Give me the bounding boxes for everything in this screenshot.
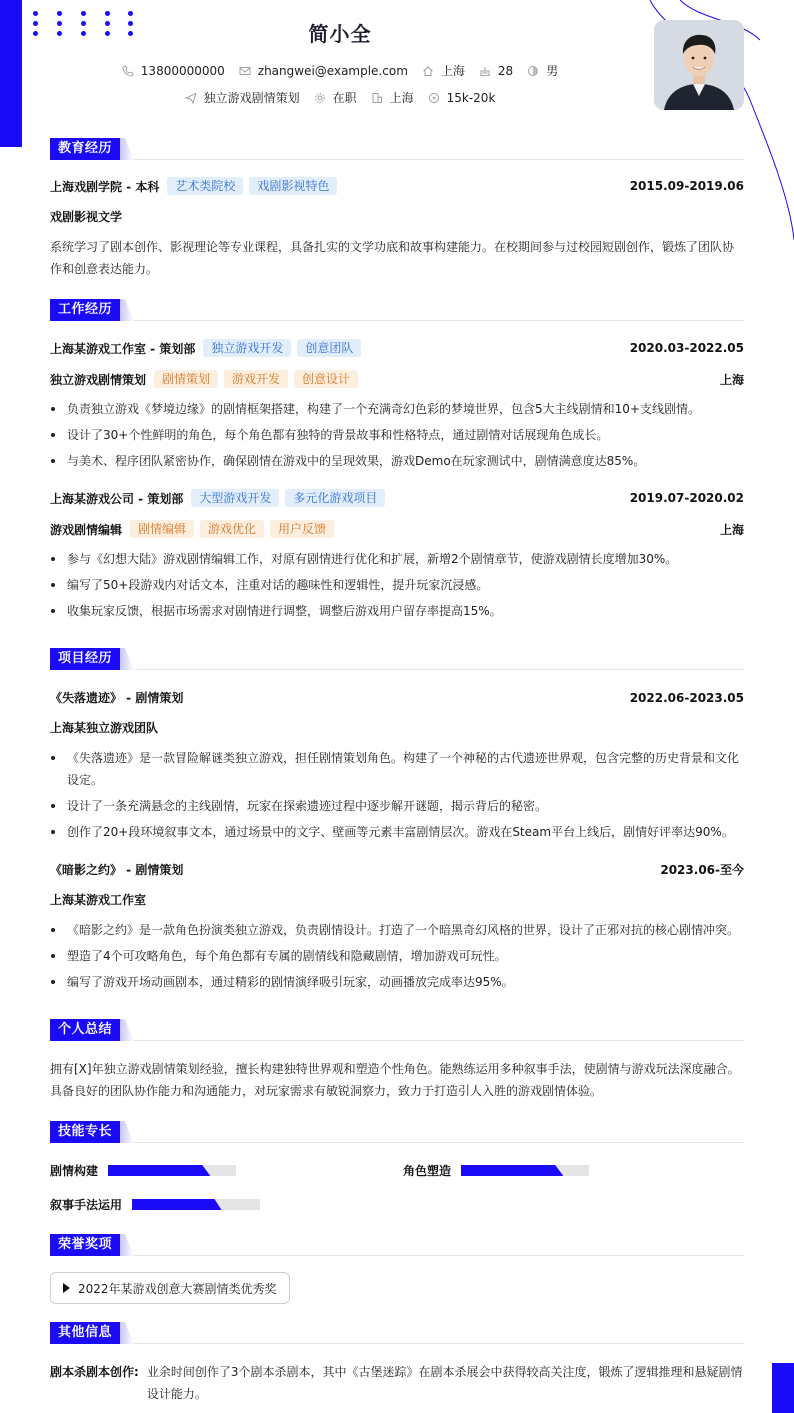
skill-bar-fill — [132, 1199, 222, 1210]
project-bullet: 塑造了4个可攻略角色，每个角色都有专属的剧情线和隐藏剧情，增加游戏可玩性。 — [50, 945, 744, 967]
education-date: 2015.09-2019.06 — [629, 179, 744, 193]
skill-item — [50, 1162, 236, 1179]
coin-icon — [428, 92, 440, 104]
school-tag: 戏剧影视特色 — [249, 177, 337, 195]
major-row — [50, 208, 744, 225]
skill-bar — [108, 1165, 236, 1176]
project-org-row — [50, 719, 744, 736]
skill-bar-fill — [461, 1165, 563, 1176]
city-item — [371, 89, 414, 106]
gender-icon — [527, 65, 539, 77]
company-tag: 独立游戏开发 — [203, 339, 291, 357]
status-item — [314, 89, 357, 106]
skill-bar — [461, 1165, 589, 1176]
email-item — [239, 64, 408, 78]
right-accent-bar — [772, 1363, 794, 1413]
position-text: 独立游戏剧情策划 — [203, 91, 300, 105]
city-text: 上海 — [389, 91, 414, 105]
section-title-skills: 技能专长 — [50, 1121, 120, 1143]
job-role-row — [50, 520, 744, 538]
project-date: 2022.06-2023.05 — [629, 690, 744, 705]
major-name: 戏剧影视文学 — [50, 210, 123, 224]
school-name: 上海戏剧学院 - 本科 — [50, 179, 160, 194]
location-text: 上海 — [440, 64, 465, 78]
skill-name: 剧情构建 — [50, 1164, 99, 1178]
school-tag: 艺术类院校 — [167, 177, 243, 195]
award-item[interactable] — [50, 1272, 290, 1304]
role-tag: 游戏开发 — [224, 370, 288, 388]
award-text: 2022年某游戏创意大赛剧情类优秀奖 — [78, 1281, 277, 1296]
job-city: 上海 — [719, 522, 744, 537]
contact-row — [0, 62, 680, 79]
section-summary — [50, 1019, 744, 1041]
job-date: 2020.03-2022.05 — [629, 341, 744, 355]
building-icon — [371, 92, 383, 104]
project-name: 《暗影之约》 - 剧情策划 — [50, 863, 184, 877]
project-header — [50, 689, 744, 706]
section-title-summary: 个人总结 — [50, 1019, 120, 1041]
project-org-row — [50, 891, 744, 908]
company-tag: 大型游戏开发 — [191, 489, 279, 507]
job-bullet: 与美术、程序团队紧密协作，确保剧情在游戏中的呈现效果，游戏Demo在玩家测试中，剧情满意度达85%。 — [50, 450, 744, 472]
section-other — [50, 1322, 744, 1344]
job-city: 上海 — [719, 372, 744, 387]
section-awards — [50, 1234, 744, 1256]
job-role: 独立游戏剧情策划 — [50, 372, 147, 387]
section-projects — [50, 648, 744, 670]
company-name: 上海某游戏工作室 - 策划部 — [50, 341, 196, 356]
job-role: 游戏剧情编辑 — [50, 522, 123, 537]
gender-text: 男 — [546, 64, 559, 78]
position-item — [185, 89, 300, 106]
section-title-education: 教育经历 — [50, 138, 120, 160]
project-org: 上海某游戏工作室 — [50, 893, 147, 907]
section-title-other: 其他信息 — [50, 1322, 120, 1344]
job-header — [50, 489, 744, 507]
skill-name: 叙事手法运用 — [50, 1198, 123, 1212]
company-name: 上海某游戏公司 - 策划部 — [50, 491, 184, 506]
gender-item — [527, 62, 558, 79]
avatar — [654, 20, 744, 110]
section-title-projects: 项目经历 — [50, 648, 120, 670]
skill-item — [50, 1196, 260, 1213]
salary-item — [428, 91, 496, 105]
role-tag: 游戏优化 — [200, 520, 264, 538]
education-header — [50, 177, 744, 195]
email-text: zhangwei@example.com — [257, 63, 408, 78]
project-org: 上海某独立游戏团队 — [50, 721, 159, 735]
project-header — [50, 861, 744, 878]
phone-text: 13800000000 — [140, 63, 225, 78]
company-tag: 创意团队 — [297, 339, 361, 357]
section-education — [50, 138, 744, 160]
project-bullet: 编写了游戏开场动画剧本，通过精彩的剧情演绎吸引玩家，动画播放完成率达95%。 — [50, 971, 744, 993]
job-role-row — [50, 370, 744, 388]
gear-icon — [314, 92, 326, 104]
job-intent-row — [0, 89, 680, 106]
skill-name: 角色塑造 — [403, 1164, 452, 1178]
project-bullet: 设计了一条充满悬念的主线剧情，玩家在探索遗迹过程中逐步解开谜题，揭示背后的秘密。 — [50, 795, 744, 817]
skill-item — [403, 1162, 589, 1179]
other-text: 业余时间创作了3个剧本杀剧本，其中《古堡迷踪》在剧本杀展会中获得较高关注度，锻炼了逻辑推理和悬疑剧情设计能力。 — [146, 1365, 743, 1401]
summary-text: 拥有[X]年独立游戏剧情策划经验，擅长构建独特世界观和塑造个性角色。能熟练运用多种叙事手法，使剧情与游戏玩法深度融合。具备良好的团队协作能力和沟通能力，对玩家需求有敏锐洞察力，致力于打造引人入胜的游戏剧情体验。 — [50, 1062, 740, 1098]
phone-item — [122, 64, 225, 78]
job-header — [50, 339, 744, 357]
age-item — [479, 64, 513, 78]
section-title-work: 工作经历 — [50, 299, 120, 321]
job-bullet: 设计了30+个性鲜明的角色，每个角色都有独特的背景故事和性格特点，通过剧情对话展现角色成长。 — [50, 424, 744, 446]
candidate-name: 简小全 — [308, 22, 372, 46]
home-icon — [422, 65, 434, 77]
role-tag: 剧情策划 — [154, 370, 218, 388]
other-label: 剧本杀剧本创作: — [50, 1365, 139, 1379]
job-bullet: 参与《幻想大陆》游戏剧情编辑工作，对原有剧情进行优化和扩展，新增2个剧情章节，使游戏剧情长度增加30%。 — [50, 548, 744, 570]
job-date: 2019.07-2020.02 — [629, 491, 744, 505]
phone-icon — [122, 65, 134, 77]
salary-text: 15k-20k — [446, 90, 496, 105]
company-tag: 多元化游戏项目 — [285, 489, 385, 507]
other-info-row — [50, 1361, 744, 1405]
status-text: 在职 — [332, 91, 357, 105]
section-title-awards: 荣誉奖项 — [50, 1234, 120, 1256]
send-icon — [185, 92, 197, 104]
section-skills — [50, 1121, 744, 1143]
job-bullet: 负责独立游戏《梦境边缘》的剧情框架搭建，构建了一个充满奇幻色彩的梦境世界，包含5大主线剧情和10+支线剧情。 — [50, 398, 744, 420]
age-text: 28 — [497, 63, 514, 78]
skill-bar-fill — [108, 1165, 210, 1176]
skill-bar — [132, 1199, 260, 1210]
section-work — [50, 299, 744, 321]
job-bullet: 编写了50+段游戏内对话文本，注重对话的趣味性和逻辑性，提升玩家沉浸感。 — [50, 574, 744, 596]
project-date: 2023.06-至今 — [660, 863, 744, 877]
role-tag: 创意设计 — [294, 370, 358, 388]
project-name: 《失落遗迹》 - 剧情策划 — [50, 691, 184, 705]
education-description: 系统学习了剧本创作、影视理论等专业课程，具备扎实的文学功底和故事构建能力。在校期间参与过校园短剧创作，锻炼了团队协作和创意表达能力。 — [50, 240, 735, 276]
project-bullet: 创作了20+段环境叙事文本，通过场景中的文字、壁画等元素丰富剧情层次。游戏在Steam平台上线后，剧情好评率达90%。 — [50, 821, 744, 843]
play-triangle-icon — [63, 1283, 70, 1293]
project-bullet: 《失落遗迹》是一款冒险解谜类独立游戏，担任剧情策划角色。构建了一个神秘的古代遗迹世界观，包含完整的历史背景和文化设定。 — [50, 747, 744, 791]
job-bullet: 收集玩家反馈，根据市场需求对剧情进行调整，调整后游戏用户留存率提高15%。 — [50, 600, 744, 622]
project-bullet: 《暗影之约》是一款角色扮演类独立游戏，负责剧情设计。打造了一个暗黑奇幻风格的世界，设计了正邪对抗的核心剧情冲突。 — [50, 919, 744, 941]
role-tag: 剧情编辑 — [130, 520, 194, 538]
mail-icon — [239, 65, 251, 77]
cake-icon — [479, 65, 491, 77]
role-tag: 用户反馈 — [270, 520, 334, 538]
location-item — [422, 62, 465, 79]
